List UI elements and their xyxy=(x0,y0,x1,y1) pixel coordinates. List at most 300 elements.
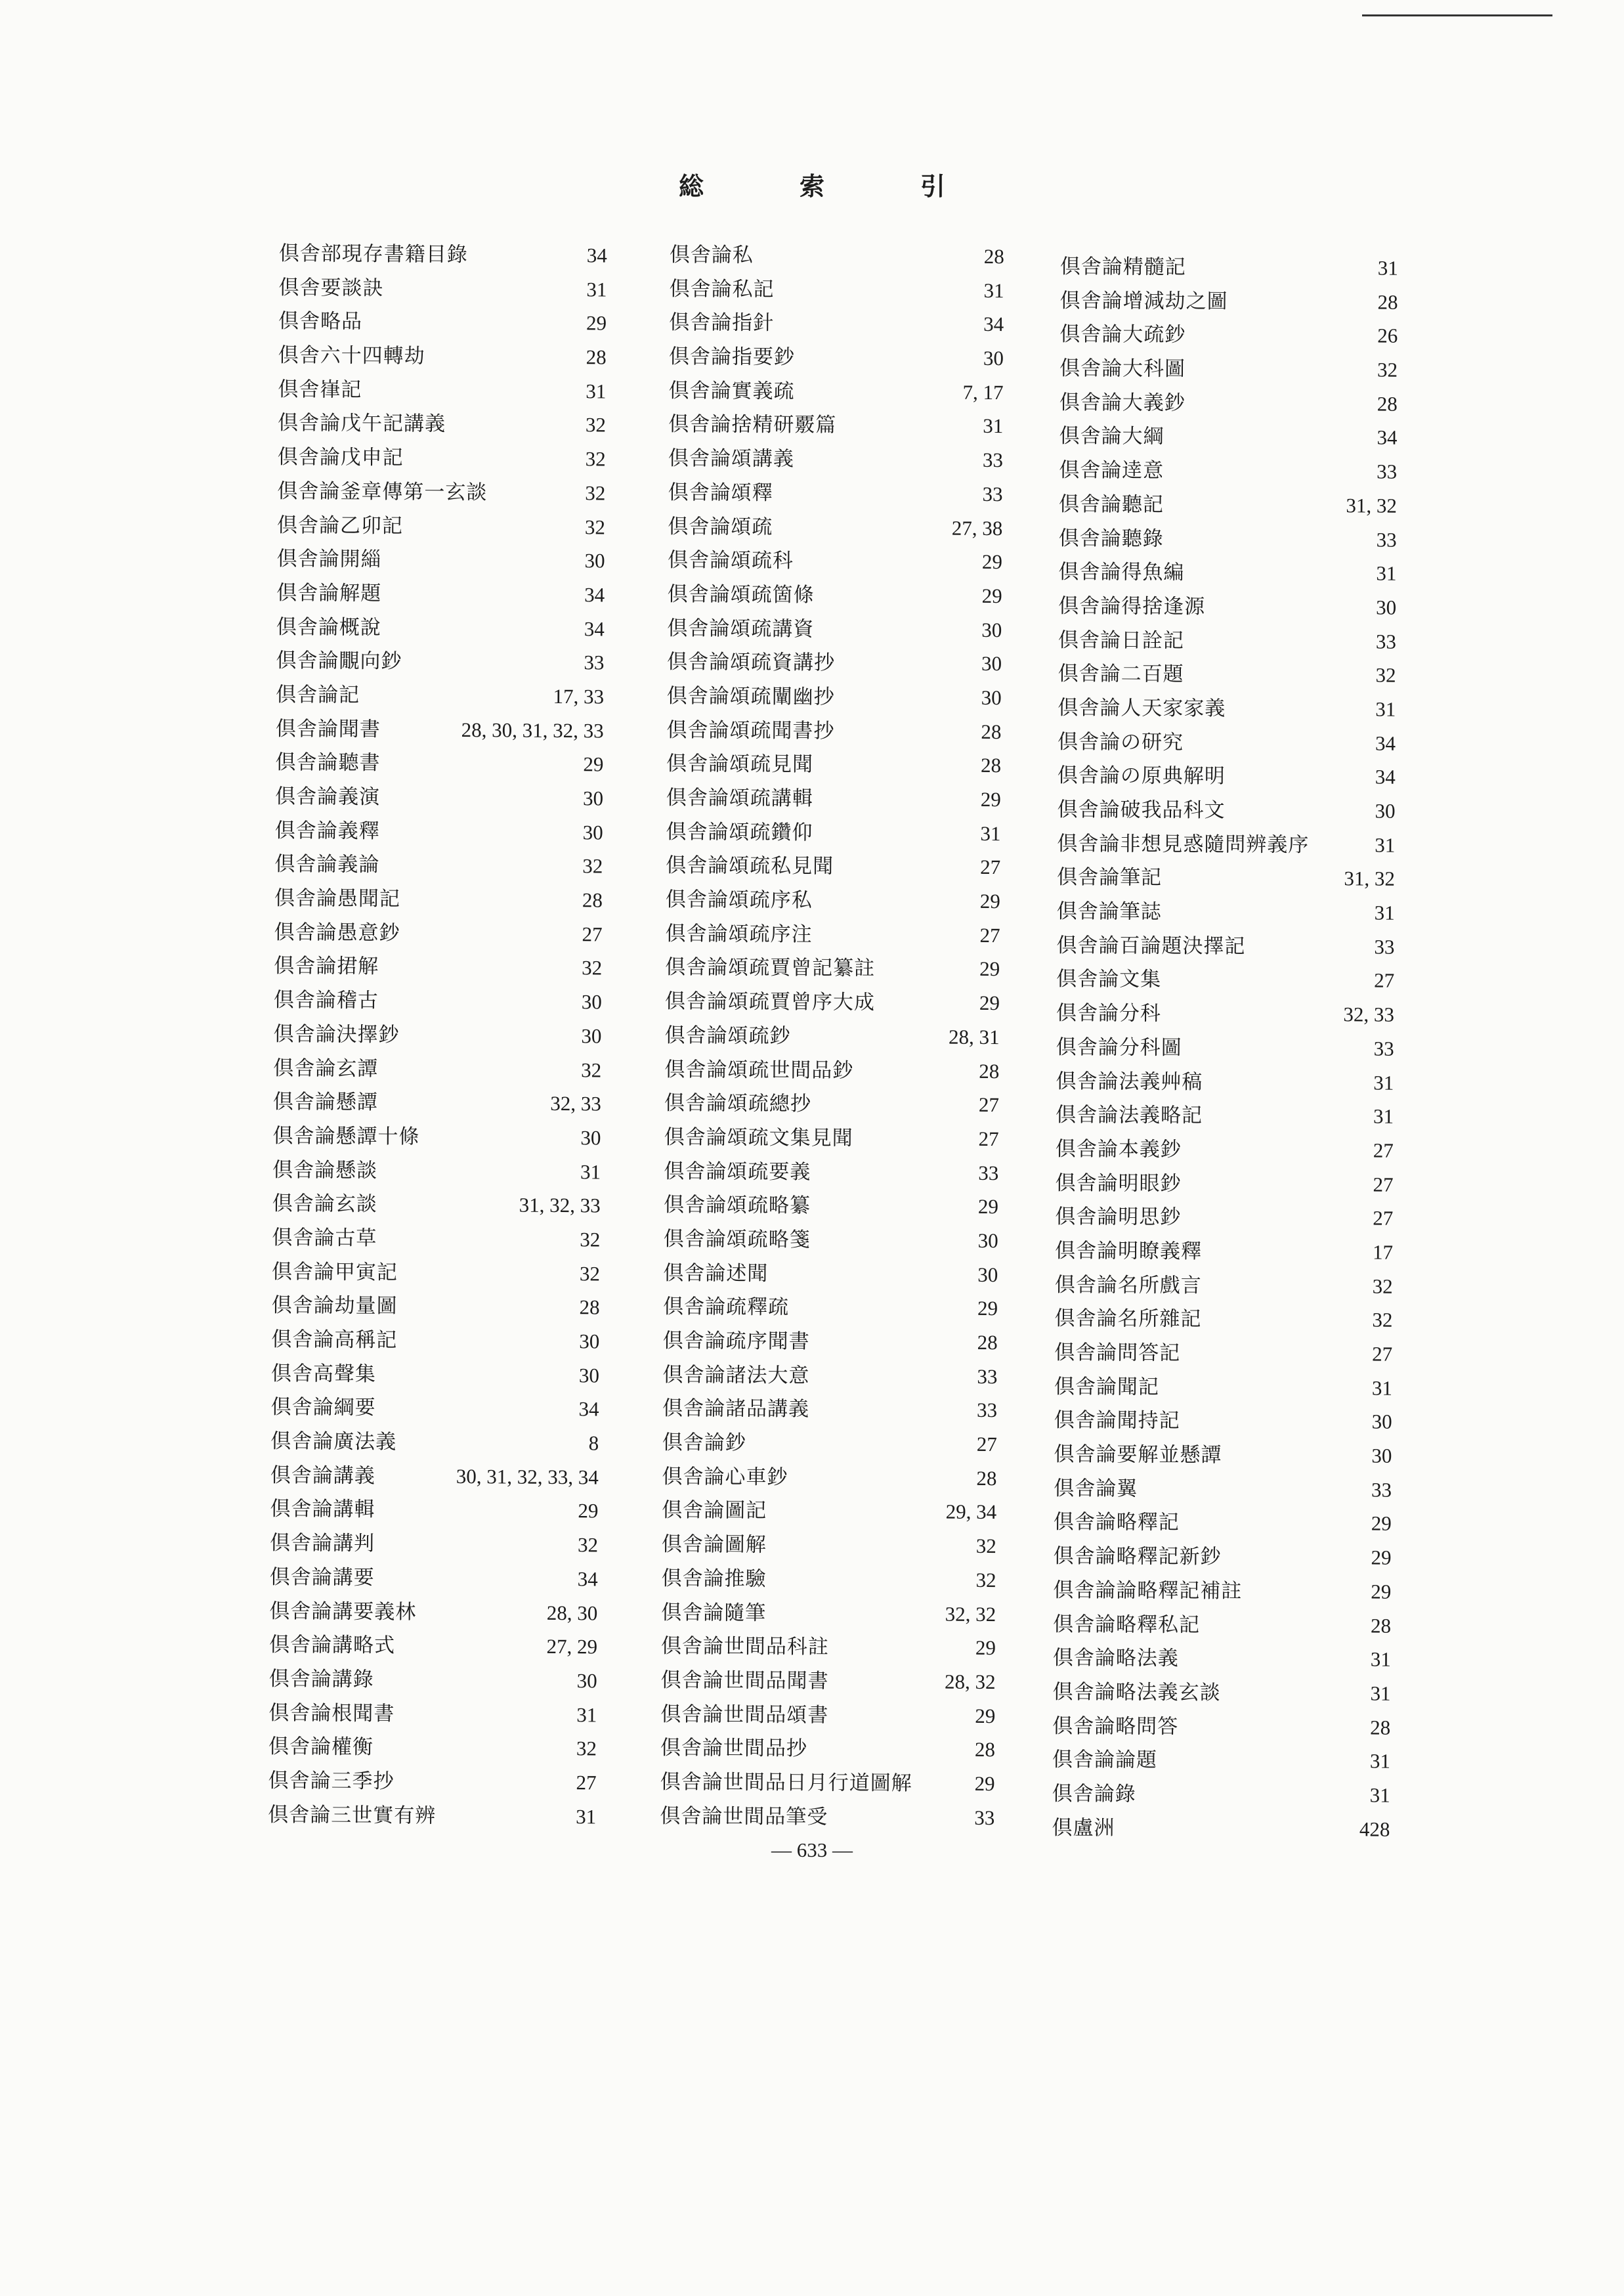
index-term: 倶舎論世間品抄 xyxy=(660,1736,808,1761)
index-entry xyxy=(277,474,605,510)
index-term: 倶舎論筆誌 xyxy=(1056,899,1162,924)
index-term: 倶舎論大綱 xyxy=(1059,424,1165,449)
index-term: 倶舎論文集 xyxy=(1056,967,1162,992)
index-entry xyxy=(667,611,1002,647)
index-term: 倶舎論問答記 xyxy=(1054,1340,1181,1365)
index-page-refs: 32 xyxy=(579,1261,601,1286)
index-page-refs: 29 xyxy=(980,787,1001,812)
index-term: 倶舎論頌疏總抄 xyxy=(664,1091,812,1116)
index-page-refs: 30 xyxy=(977,1228,998,1253)
index-page-refs: 27 xyxy=(582,922,603,946)
index-term: 倶舎高聲集 xyxy=(270,1361,377,1386)
index-page-refs: 28 xyxy=(981,720,1002,743)
index-page-refs: 34 xyxy=(584,617,605,641)
index-term: 倶舎論論略釋記補註 xyxy=(1053,1578,1243,1603)
index-entry xyxy=(662,1527,996,1563)
index-term: 倶舎論略法義玄談 xyxy=(1052,1679,1221,1705)
index-page-refs: 27 xyxy=(1372,1342,1393,1366)
index-entry xyxy=(1052,1743,1390,1778)
index-entry xyxy=(1053,1539,1391,1574)
index-term: 倶舎論頌疏見聞 xyxy=(666,752,814,777)
index-term: 倶舎論心車鈔 xyxy=(662,1464,788,1489)
index-term: 倶舎論頌釋 xyxy=(668,480,773,505)
index-entry xyxy=(1055,1234,1393,1269)
index-page-refs: 29 xyxy=(975,1636,996,1660)
index-entry xyxy=(1053,1607,1391,1642)
index-entry xyxy=(272,1186,601,1223)
index-page-refs: 27 xyxy=(980,856,1001,879)
index-term: 倶舎論懸譚十條 xyxy=(272,1123,420,1149)
index-entry xyxy=(664,1154,998,1190)
page-number: — 633 — xyxy=(771,1838,853,1861)
index-entry xyxy=(1059,284,1398,319)
index-entry xyxy=(664,1018,999,1054)
index-entry xyxy=(1056,996,1394,1031)
index-term: 倶舎論權衡 xyxy=(268,1735,374,1760)
index-entry xyxy=(272,1255,600,1291)
index-page-refs: 33 xyxy=(584,651,605,674)
index-term: 倶舎論得魚編 xyxy=(1058,560,1185,585)
index-page-refs: 31 xyxy=(983,414,1004,438)
index-page-refs: 31 xyxy=(1371,1376,1393,1400)
index-term: 倶舎論世間品日月行道圖解 xyxy=(660,1769,912,1796)
index-page-refs: 28 xyxy=(980,754,1002,777)
index-term: 倶舎論頌疏世間品鈔 xyxy=(664,1057,854,1083)
index-term: 倶舎論玄談 xyxy=(272,1192,377,1217)
index-page-refs: 30 xyxy=(981,685,1002,710)
index-entry xyxy=(274,915,602,951)
index-term: 倶舎論頌疏賈曾序大成 xyxy=(664,989,875,1015)
index-term: 倶舎論實義疏 xyxy=(668,378,795,403)
index-page-refs: 31 xyxy=(1375,833,1396,857)
index-page-refs: 27 xyxy=(979,923,1000,947)
index-page-refs: 28 xyxy=(579,1295,600,1319)
index-entry xyxy=(666,848,1000,884)
index-term: 倶舎論本義鈔 xyxy=(1055,1137,1182,1161)
index-entry xyxy=(666,713,1001,749)
index-term: 倶舎論講略式 xyxy=(268,1633,396,1658)
index-entry xyxy=(1053,1573,1391,1609)
index-entry xyxy=(661,1595,996,1631)
index-term: 倶舎論鈔 xyxy=(662,1431,746,1455)
index-entry xyxy=(1052,1777,1390,1812)
index-term: 倶盧洲 xyxy=(1052,1815,1115,1840)
index-term: 倶舎論大義鈔 xyxy=(1059,390,1186,415)
index-term: 倶舎論講義 xyxy=(270,1463,375,1488)
index-page-refs: 32 xyxy=(585,481,606,505)
index-entry xyxy=(270,1390,599,1426)
index-entry xyxy=(670,238,1004,274)
index-page-refs: 29 xyxy=(586,311,607,335)
index-page-refs: 33 xyxy=(1375,630,1396,653)
index-page-refs: 31 xyxy=(586,277,607,301)
index-term: 倶舎論稽古 xyxy=(273,988,379,1013)
index-entry xyxy=(269,1593,597,1630)
index-entry xyxy=(274,881,603,917)
index-term: 倶舎論筆記 xyxy=(1056,865,1163,890)
index-entry xyxy=(1055,1268,1393,1303)
index-term: 倶舎論講輯 xyxy=(270,1497,375,1522)
index-entry xyxy=(663,1289,998,1326)
index-page-refs: 31, 32 xyxy=(1344,867,1396,891)
index-entry xyxy=(668,509,1002,545)
index-page-refs: 32, 33 xyxy=(550,1092,601,1116)
index-page-refs: 32 xyxy=(1372,1308,1393,1332)
index-page-refs: 7, 17 xyxy=(962,380,1004,404)
index-entry xyxy=(268,1662,597,1698)
index-page-refs: 29 xyxy=(578,1499,599,1523)
index-page-refs: 29 xyxy=(1371,1580,1392,1603)
index-entry xyxy=(1054,1437,1392,1473)
index-entry xyxy=(270,1560,598,1596)
index-term: 倶舎六十四轉劫 xyxy=(278,343,425,368)
index-term: 倶舎論非想見惑隨問辨義序 xyxy=(1057,831,1310,857)
index-entry xyxy=(666,882,1000,919)
index-entry xyxy=(278,271,607,307)
index-term: 倶舎論略釋記新鈔 xyxy=(1053,1544,1222,1569)
index-page-refs: 29 xyxy=(583,752,604,776)
index-page-refs: 32 xyxy=(585,413,607,437)
index-entry xyxy=(1054,1505,1392,1540)
index-term: 倶舎論廣法義 xyxy=(270,1429,397,1454)
index-term: 倶舎論頌疏賈曾記纂註 xyxy=(665,955,876,981)
index-page-refs: 32, 33 xyxy=(1343,1003,1394,1026)
index-page-refs: 31 xyxy=(1369,1749,1391,1773)
index-term: 倶舎論百論題決擇記 xyxy=(1056,933,1246,959)
index-page-refs: 28 xyxy=(974,1738,996,1762)
index-page-refs: 29 xyxy=(977,1195,999,1219)
index-term: 倶舎論義演 xyxy=(274,784,381,810)
index-page-refs: 33 xyxy=(1374,935,1395,959)
index-term: 倶舎論義論 xyxy=(274,852,380,877)
index-term: 倶舎論聽記 xyxy=(1058,492,1165,517)
index-term: 倶舎論名所雜記 xyxy=(1054,1307,1202,1332)
index-term: 倶舎論甲寅記 xyxy=(271,1259,398,1284)
index-page-refs: 28, 30, 31, 32, 33 xyxy=(461,718,604,743)
index-entry xyxy=(1056,1098,1394,1133)
index-entry xyxy=(661,1561,996,1597)
index-entry xyxy=(1058,758,1396,794)
index-term: 倶舎論乙卯記 xyxy=(276,513,404,538)
index-page-refs: 29 xyxy=(981,550,1003,574)
index-term: 倶舎論根聞書 xyxy=(268,1700,395,1725)
index-page-refs: 28 xyxy=(1370,1614,1392,1637)
index-page-refs: 30 xyxy=(981,652,1002,676)
index-page-refs: 428 xyxy=(1359,1817,1390,1841)
index-term: 倶舎論劫量圖 xyxy=(271,1293,398,1318)
index-page-refs: 27 xyxy=(978,1127,999,1150)
index-page-refs: 28 xyxy=(977,1330,998,1354)
index-term: 倶舎論釜章傳第一玄談 xyxy=(277,479,488,505)
index-term: 倶舎論圖解 xyxy=(661,1532,767,1557)
index-term: 倶舎論懸譚 xyxy=(272,1090,378,1115)
index-entry xyxy=(662,1493,996,1529)
index-term: 倶舎論分科 xyxy=(1056,1001,1162,1026)
index-page-refs: 30 xyxy=(579,1330,600,1353)
index-page-refs: 31 xyxy=(983,278,1004,302)
index-page-refs: 31 xyxy=(1375,697,1396,721)
index-term: 倶舎論記 xyxy=(276,682,360,707)
index-term: 倶舎論概說 xyxy=(276,615,381,639)
index-page-refs: 33 xyxy=(1376,528,1397,552)
index-term: 倶舎論捃解 xyxy=(274,954,379,979)
index-page-refs: 33 xyxy=(978,1161,999,1184)
index-entry xyxy=(667,679,1002,715)
index-entry xyxy=(1055,1200,1393,1235)
index-term: 倶舎論玄譚 xyxy=(273,1056,379,1081)
index-term: 倶舎論古草 xyxy=(272,1225,377,1251)
index-entry xyxy=(1056,1030,1394,1066)
index-term: 倶舎論三世實有辨 xyxy=(268,1802,437,1828)
index-entry xyxy=(1056,1064,1394,1099)
index-page-refs: 28 xyxy=(1370,1716,1391,1739)
index-entry xyxy=(1057,792,1395,828)
index-entry xyxy=(274,847,603,883)
index-page-refs: 29 xyxy=(981,584,1002,607)
index-term: 倶舎論頌疏序注 xyxy=(665,921,813,947)
index-page-refs: 33 xyxy=(974,1806,995,1829)
index-page-refs: 32, 32 xyxy=(945,1602,996,1626)
index-term: 倶舎論解題 xyxy=(276,580,382,605)
index-term: 倶舎論法義艸稿 xyxy=(1056,1069,1203,1094)
index-page-refs: 31 xyxy=(980,821,1001,845)
index-entry xyxy=(268,1798,596,1834)
index-entry xyxy=(660,1731,995,1767)
index-term: 倶舎略品 xyxy=(278,309,363,334)
index-term: 倶舎論得捨逢源 xyxy=(1058,594,1206,619)
index-page-refs: 27 xyxy=(1373,1206,1394,1230)
index-term: 倶舎論聽錄 xyxy=(1058,526,1164,551)
index-entry xyxy=(665,917,1000,953)
index-term: 倶舎論覵向鈔 xyxy=(276,649,402,674)
index-page-refs: 28 xyxy=(1377,392,1398,416)
index-page-refs: 31 xyxy=(1374,901,1395,924)
index-term: 倶舎論人天家家義 xyxy=(1058,695,1226,721)
index-page-refs: 27 xyxy=(976,1432,997,1456)
index-term: 倶舎論明思鈔 xyxy=(1055,1205,1182,1230)
index-entry xyxy=(274,983,602,1019)
index-entry xyxy=(662,1391,997,1427)
index-entry xyxy=(271,1288,599,1324)
index-term: 倶舎論日詮記 xyxy=(1058,628,1184,653)
index-page-refs: 30 xyxy=(584,549,605,573)
index-page-refs: 32 xyxy=(585,447,606,471)
index-page-refs: 28 xyxy=(586,345,607,369)
index-page-refs: 31, 32, 33 xyxy=(519,1193,601,1217)
index-entry xyxy=(273,1051,601,1087)
index-entry xyxy=(278,372,606,408)
index-entry xyxy=(1056,962,1394,997)
index-page-refs: 32 xyxy=(1372,1274,1393,1298)
index-page-refs: 31, 32 xyxy=(1346,494,1398,517)
index-entry xyxy=(662,1460,996,1496)
index-term: 倶舎論破我品科文 xyxy=(1057,797,1226,823)
index-page-refs: 29 xyxy=(974,1771,995,1796)
index-entry xyxy=(269,1628,597,1664)
index-page-refs: 33 xyxy=(982,482,1003,506)
index-entry xyxy=(1058,589,1396,624)
index-page-refs: 32 xyxy=(975,1568,996,1592)
index-term: 倶舎論推驗 xyxy=(661,1566,767,1591)
index-entry xyxy=(273,1085,601,1121)
index-page-refs: 33 xyxy=(977,1364,998,1388)
index-entry xyxy=(1059,419,1397,454)
index-page-refs: 30 xyxy=(576,1669,597,1693)
index-entry xyxy=(668,475,1002,511)
index-entry xyxy=(1058,725,1396,760)
index-page-refs: 31 xyxy=(1377,256,1398,280)
index-entry xyxy=(278,338,607,374)
index-entry xyxy=(660,1697,995,1733)
index-entry xyxy=(1057,827,1395,862)
index-term: 倶舎論の研究 xyxy=(1057,729,1184,754)
index-entry xyxy=(660,1799,994,1835)
index-entry xyxy=(278,304,607,340)
index-page-refs: 30 xyxy=(582,820,603,844)
index-page-refs: 32 xyxy=(1375,663,1396,687)
index-entry xyxy=(1057,894,1395,930)
index-page-refs: 8 xyxy=(588,1431,599,1455)
index-page-refs: 31 xyxy=(580,1159,601,1184)
index-entry xyxy=(660,1765,994,1801)
index-term: 倶舎論增減劫之圖 xyxy=(1059,288,1228,314)
index-page-refs: 28, 32 xyxy=(944,1670,996,1693)
index-term: 倶舎論私記 xyxy=(669,276,775,301)
index-entry xyxy=(1056,928,1394,964)
index-entry xyxy=(271,1322,599,1358)
index-page-refs: 29 xyxy=(979,889,1000,913)
index-entry xyxy=(1058,623,1396,659)
index-entry xyxy=(276,610,605,646)
index-page-refs: 28 xyxy=(1377,290,1398,314)
index-entry xyxy=(276,643,604,680)
index-entry xyxy=(666,747,1001,783)
index-term: 倶舎論頌疏鈔 xyxy=(664,1023,791,1048)
index-page-refs: 33 xyxy=(976,1398,998,1422)
index-page-refs: 29 xyxy=(975,1704,996,1727)
index-page-refs: 27, 29 xyxy=(546,1635,598,1658)
index-entry xyxy=(1059,521,1397,556)
index-page-refs: 33 xyxy=(1377,460,1398,483)
index-term: 倶舎論疏序聞書 xyxy=(662,1328,810,1354)
index-page-refs: 29 xyxy=(1371,1511,1392,1536)
index-page-refs: 32 xyxy=(576,1737,597,1760)
index-term: 倶舎論高稱記 xyxy=(271,1327,398,1353)
index-entry xyxy=(278,406,606,442)
index-entry xyxy=(1059,385,1398,421)
index-page-refs: 30 xyxy=(581,990,602,1014)
index-page-refs: 32 xyxy=(577,1533,599,1557)
index-term: 倶舎論頌疏聞書抄 xyxy=(666,718,835,743)
index-term: 倶舎論頌疏講輯 xyxy=(666,785,813,811)
index-entry xyxy=(668,577,1002,613)
index-entry xyxy=(276,678,604,714)
index-term: 倶舎論懸談 xyxy=(272,1158,378,1182)
index-page-refs: 17, 33 xyxy=(553,684,605,708)
index-page-refs: 34 xyxy=(578,1397,599,1421)
index-entry xyxy=(1052,1709,1390,1744)
index-entry xyxy=(277,508,605,544)
index-page-refs: 27 xyxy=(978,1093,1000,1117)
index-term: 倶舎論講判 xyxy=(269,1531,375,1556)
index-term: 倶舎論略釋私記 xyxy=(1052,1612,1201,1637)
index-page-refs: 28, 30 xyxy=(546,1601,598,1624)
index-page-refs: 29 xyxy=(979,957,1000,981)
index-entry xyxy=(668,441,1003,477)
index-term: 倶舎論愚意鈔 xyxy=(274,920,400,945)
index-page-refs: 31 xyxy=(576,1702,597,1726)
index-term: 倶舎論二百題 xyxy=(1058,662,1184,687)
index-page-refs: 32 xyxy=(581,1058,602,1081)
index-page-refs: 31 xyxy=(576,1804,597,1829)
index-entry xyxy=(662,1425,997,1462)
index-term: 倶舎論隨筆 xyxy=(661,1600,767,1625)
index-page-refs: 30 xyxy=(977,1263,998,1286)
index-page-refs: 34 xyxy=(586,244,607,267)
index-page-refs: 27 xyxy=(1374,968,1395,993)
index-page-refs: 30 xyxy=(1376,596,1397,619)
index-term: 倶舎論略法義 xyxy=(1052,1646,1179,1671)
index-page-refs: 32 xyxy=(1377,358,1398,381)
index-page-refs: 30 xyxy=(580,1126,601,1150)
page-title: 総 索 引 xyxy=(678,171,981,202)
index-entry xyxy=(270,1526,598,1562)
index-term: 倶舎論頌疏科 xyxy=(667,548,794,573)
index-entry xyxy=(1059,351,1398,387)
index-term: 倶舎論頌疏講資 xyxy=(667,616,815,641)
index-entry xyxy=(277,440,605,476)
index-term: 倶舎論頌疏序私 xyxy=(665,888,813,913)
index-term: 倶舎論世間品頌書 xyxy=(660,1702,829,1727)
index-page-refs: 30 xyxy=(981,618,1002,641)
index-term: 倶舎論聞記 xyxy=(1054,1374,1160,1399)
index-entry xyxy=(1057,860,1395,896)
index-term: 倶舎論講錄 xyxy=(268,1666,374,1691)
index-entry xyxy=(275,745,603,781)
index-term: 倶舎論頌疏箇條 xyxy=(667,582,815,607)
index-term: 倶舎論戊午記講義 xyxy=(277,411,446,437)
index-term: 倶舎論疏釋疏 xyxy=(662,1295,790,1320)
index-entry xyxy=(662,1358,997,1394)
index-entry xyxy=(275,813,603,850)
index-page-refs: 28 xyxy=(983,244,1004,269)
index-term: 倶舎論私 xyxy=(669,242,754,267)
index-term: 倶舎論大疏鈔 xyxy=(1059,322,1186,347)
index-term: 倶舎部現存書籍目錄 xyxy=(278,241,468,267)
index-entry xyxy=(1054,1301,1392,1337)
index-page-refs: 27, 38 xyxy=(951,516,1003,540)
index-page-refs: 31 xyxy=(586,379,607,403)
index-entry xyxy=(271,1356,599,1393)
index-entry xyxy=(274,949,602,985)
index-entry xyxy=(272,1153,601,1189)
index-term: 倶舎論頌講義 xyxy=(668,446,795,471)
index-entry xyxy=(663,1324,998,1360)
index-term: 倶舎論戊申記 xyxy=(277,445,404,470)
index-entry xyxy=(276,542,605,578)
index-column-2 xyxy=(660,238,1004,1834)
index-entry xyxy=(664,1188,998,1224)
index-term: 倶舎論義釋 xyxy=(274,818,380,843)
index-term: 倶舎論頌疏文集見聞 xyxy=(664,1125,853,1150)
index-term: 倶舎論愚聞記 xyxy=(274,886,401,911)
index-entry xyxy=(279,236,607,272)
index-entry xyxy=(272,1119,601,1155)
index-term: 倶舎論講要義林 xyxy=(269,1599,417,1624)
index-entry xyxy=(270,1458,599,1494)
index-entry xyxy=(669,305,1004,341)
index-entry xyxy=(1054,1471,1392,1507)
